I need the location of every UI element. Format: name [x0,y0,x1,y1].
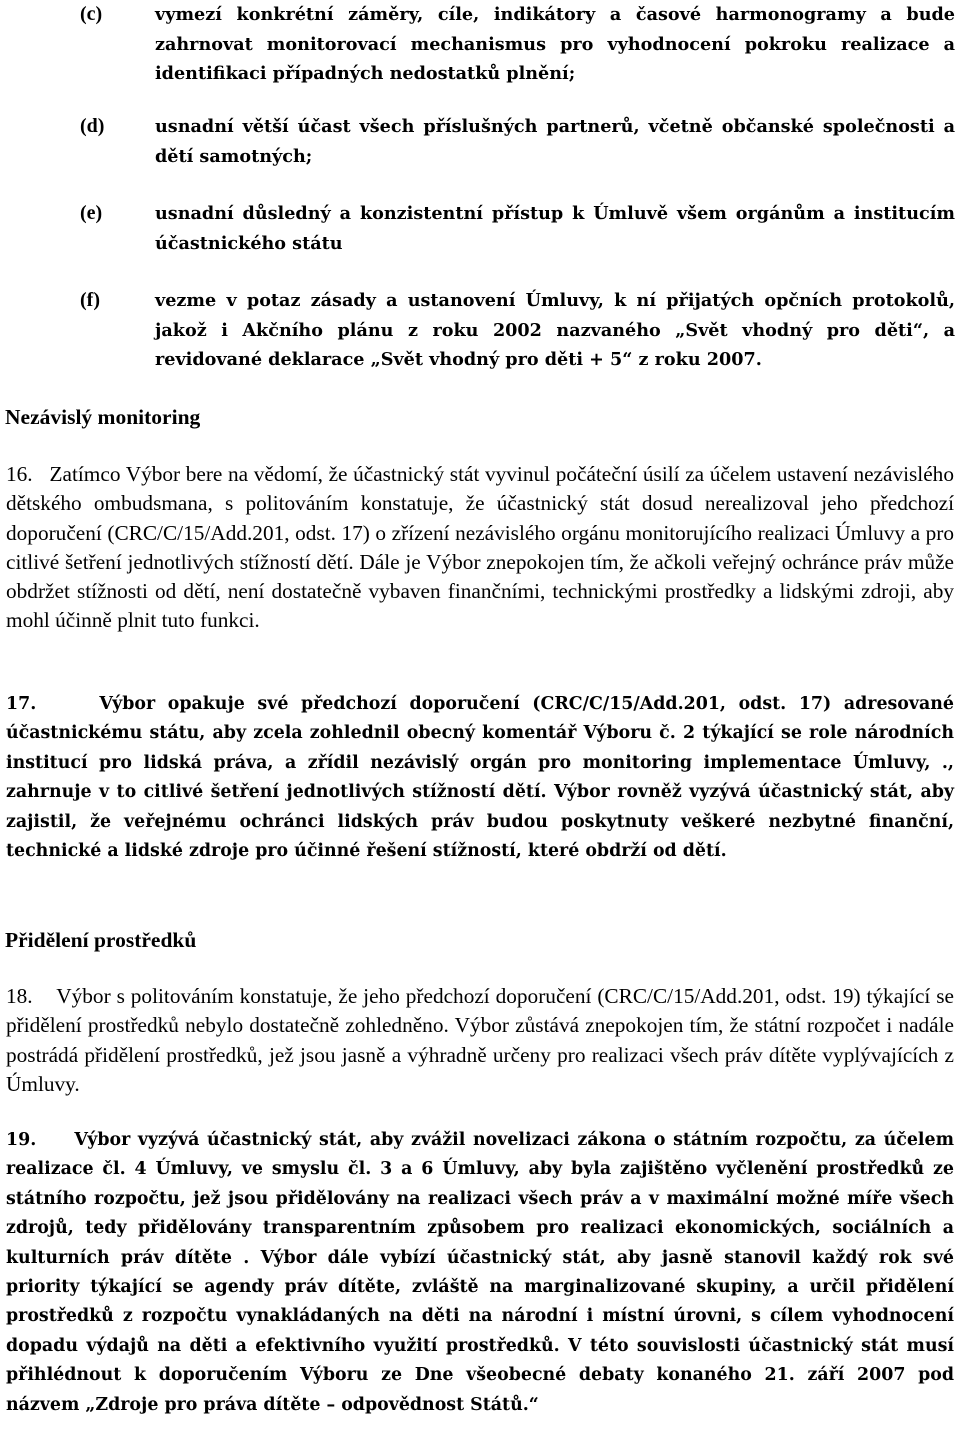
paragraph-17 [6,690,954,866]
paragraph-19 [6,1126,954,1420]
list-item-text: vezme v potaz zásady a ustanovení Úmluvy, k ní přijatých opčních protokolů, jakož i Akčního plánu z roku 2002 nazvaného „Svět vhodný pro děti“, a revidované deklarace „Svět vhodný pro děti + 5“ z roku 2007. [155,290,955,370]
paragraph-text: Výbor vyzývá účastnický stát, aby zvážil novelizaci zákona o státním rozpočtu, za účelem realizace čl. 4 Úmluvy, ve smyslu čl. 3 a 6 Úmluvy, aby byla zajištěno vyčlenění prostředků ze státního rozpočtu, jež jsou přidělovány na realizaci všech práv a v maximální možné míře všech zdrojů, tedy přidělovány transparentním způsobem pro realizaci ekonomických, sociálních a kulturních práv dítěte . Výbor dále vybízí účastnický stát, aby jasně stanovil každý rok své priority týkající se agendy práv dítěte, zvláště na marginalizované skupiny, a určil přidělení prostředků z rozpočtu vynakládaných na děti na národní i místní úrovni, s cílem vyhodnocení dopadu výdajů na děti a efektivního využití prostředků. V této souvislosti účastnický stát musí přihlédnout k doporučením Výboru ze Dne všeobecné debaty konaného 21. září 2007 pod názvem „Zdroje pro práva dítěte – odpovědnost Států.“ [6,1130,954,1415]
paragraph-number: 19. [6,1130,37,1150]
list-item-text: usnadní důsledný a konzistentní přístup k Úmluvě všem orgánům a institucím účastnického státu [155,203,955,254]
paragraph-text: Výbor s politováním konstatuje, že jeho předchozí doporučení (CRC/C/15/Add.201, odst. 19) týkající se přidělení prostředků nebylo dostatečně zohledněno. Výbor zůstává znepokojen tím, že státní rozpočet i nadále postrádá přidělení prostředků, jež jsou jasně a výhradně určeny pro realizaci všech práv dítěte vyplývajících z Úmluvy. [6,984,955,1096]
section-heading: Přidělení prostředků [5,928,197,952]
list-item-text: usnadní větší účast všech příslušných partnerů, včetně občanské společnosti a dětí samotných; [155,116,955,167]
paragraph-text: Výbor opakuje své předchozí doporučení (CRC/C/15/Add.201, odst. 17) adresované účastnickému státu, aby zcela zohlednil obecný komentář Výboru č. 2 týkající se role národních institucí pro lidská práva, a zřídil nezávislý orgán pro monitoring implementace Úmluvy, ., zahrnuje v to citlivé šetření jednotlivých stížností dětí. Výbor rovněž vyzývá účastnický stát, aby zajistil, že veřejnému ochránci lidských práv budou poskytnuty veškeré nezbytné finanční, technické a lidské zdroje pro účinné řešení stížností, které obdrží od dětí. [6,694,954,862]
paragraph-18 [6,982,954,1099]
section-heading: Nezávislý monitoring [5,405,201,429]
paragraph-number: 16. [6,462,33,486]
paragraph-number: 18. [6,984,33,1008]
paragraph-number: 17. [6,694,37,714]
list-item-label: (e) [80,202,103,224]
list-item-label: (f) [80,289,100,311]
list-item-label: (c) [80,3,103,25]
list-item-label: (d) [80,115,105,137]
list-item-text: vymezí konkrétní záměry, cíle, indikátory a časové harmonogramy a bude zahrnovat monitorovací mechanismus pro vyhodnocení pokroku realizace a identifikaci případných nedostatků plnění; [155,4,955,84]
paragraph-16 [6,460,954,636]
paragraph-text: Zatímco Výbor bere na vědomí, že účastnický stát vyvinul počáteční úsilí za účelem ustavení nezávislého dětského ombudsmana, s politováním konstatuje, že účastnický stát dosud nerealizoval jeho předchozí doporučení (CRC/C/15/Add.201, odst. 17) o zřízení nezávislého orgánu monitorujícího realizaci Úmluvy a pro citlivé šetření jednotlivých stížností dětí. Dále je Výbor znepokojen tím, že ačkoli veřejný ochránce práv může obdržet stížnosti od dětí, není dostatečně vybaven finančními, technickými prostředky a lidskými zdroji, aby mohl účinně plnit tuto funkci. [6,462,954,633]
